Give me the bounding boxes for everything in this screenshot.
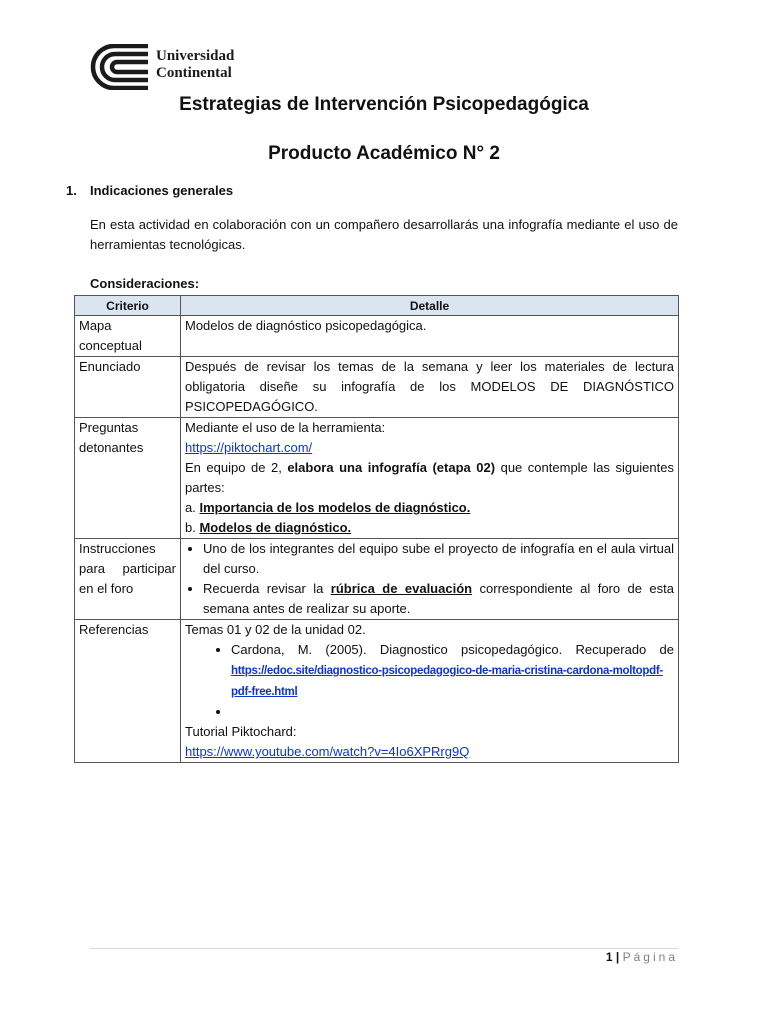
cell-detalle-mapa: Modelos de diagnóstico psicopedagógica. xyxy=(181,316,679,357)
table-row-mapa xyxy=(75,316,679,357)
tutorial-label: Tutorial Piktochard: xyxy=(185,724,297,739)
logo-text xyxy=(156,48,234,82)
page-label: Página xyxy=(622,950,678,964)
document-title: Estrategias de Intervención Psicopedagógica xyxy=(179,94,589,115)
university-logo xyxy=(90,44,260,90)
rubrica-link-text: rúbrica de evaluación xyxy=(330,581,473,596)
document-subtitle: Producto Académico N° 2 xyxy=(268,143,500,164)
cell-criterio-instrucciones: Instrucciones para participar en el foro xyxy=(75,539,181,620)
preguntas-line2 xyxy=(185,458,674,498)
footer-separator: | xyxy=(615,950,620,964)
edoc-link[interactable]: https://edoc.site/diagnostico-psicopedagogico-de-maria-cristina-cardona-moltopdf-pdf-free.html xyxy=(231,665,663,698)
referencias-list xyxy=(185,640,674,722)
page-number: 1 xyxy=(605,950,613,964)
section-heading xyxy=(66,183,233,198)
item-b-prefix: b. xyxy=(185,520,200,535)
cell-detalle-instrucciones xyxy=(181,539,679,620)
logo-line2: Continental xyxy=(156,65,232,81)
header-criterio: Criterio xyxy=(75,296,181,316)
instrucciones-bullet-1: • Uno de los integrantes del equipo sube el proyecto de infografía en el aula virtual del curso. xyxy=(203,539,674,579)
preguntas-line2-pre: En equipo de 2, xyxy=(185,460,288,475)
cell-detalle-enunciado: Después de revisar los temas de la semana y leer los materiales de lectura obligatoria diseñe su infografía de los MODELOS DE DIAGNÓSTICO PSICOPEDAGÓGICO. xyxy=(181,357,679,418)
cell-criterio-preguntas: Preguntas detonantes xyxy=(75,418,181,539)
header-detalle: Detalle xyxy=(181,296,679,316)
preguntas-line1: Mediante el uso de la herramienta: xyxy=(185,420,386,435)
cell-criterio-mapa: Mapa conceptual xyxy=(75,316,181,357)
considerations-label: Consideraciones: xyxy=(90,276,200,291)
table-row-enunciado xyxy=(75,357,679,418)
logo-line1: Universidad xyxy=(156,48,235,64)
table-row-instrucciones xyxy=(75,539,679,620)
considerations-table xyxy=(74,295,679,763)
referencias-line1: Temas 01 y 02 de la unidad 02. xyxy=(185,622,366,637)
item-a-prefix: a. xyxy=(185,500,200,515)
preguntas-line2-post: que contemple las siguientes partes: xyxy=(185,460,674,495)
reference-item-1 xyxy=(231,640,674,702)
cell-criterio-referencias: Referencias xyxy=(75,620,181,763)
item-a-text: Importancia de los modelos de diagnóstico. xyxy=(199,500,471,515)
intro-paragraph: En esta actividad en colaboración con un compañero desarrollarás una infografía mediante el uso de herramientas tecnológicas. xyxy=(90,217,678,252)
preguntas-item-a xyxy=(185,498,674,518)
youtube-link[interactable]: https://www.youtube.com/watch?v=4Io6XPRrg9Q xyxy=(185,744,470,759)
item-b-text: Modelos de diagnóstico. xyxy=(199,520,352,535)
preguntas-line2-bold: elabora una infografía (etapa 02) xyxy=(287,460,496,475)
piktochart-link[interactable]: https://piktochart.com/ xyxy=(185,440,313,455)
section-number: 1. xyxy=(66,183,77,198)
cell-detalle-referencias xyxy=(181,620,679,763)
table-row-preguntas xyxy=(75,418,679,539)
reference-item-2 xyxy=(231,702,674,722)
section-title: Indicaciones generales xyxy=(90,183,234,198)
footer-divider xyxy=(90,948,678,949)
ref1-text: Cardona, M. (2005). Diagnostico psicopedagógico. Recuperado de xyxy=(231,642,674,657)
cell-detalle-preguntas xyxy=(181,418,679,539)
universidad-continental-logo-icon xyxy=(90,44,152,90)
table-row-referencias xyxy=(75,620,679,763)
bullet2-post: correspondiente al foro de esta semana antes de realizar su aporte. xyxy=(203,581,674,616)
instrucciones-bullet-2 xyxy=(203,579,674,619)
page-footer xyxy=(606,950,678,964)
preguntas-item-b xyxy=(185,518,674,538)
table-header-row xyxy=(75,296,679,316)
bullet2-pre: Recuerda revisar la xyxy=(203,581,331,596)
instrucciones-list xyxy=(185,539,674,619)
cell-criterio-enunciado: Enunciado xyxy=(75,357,181,418)
